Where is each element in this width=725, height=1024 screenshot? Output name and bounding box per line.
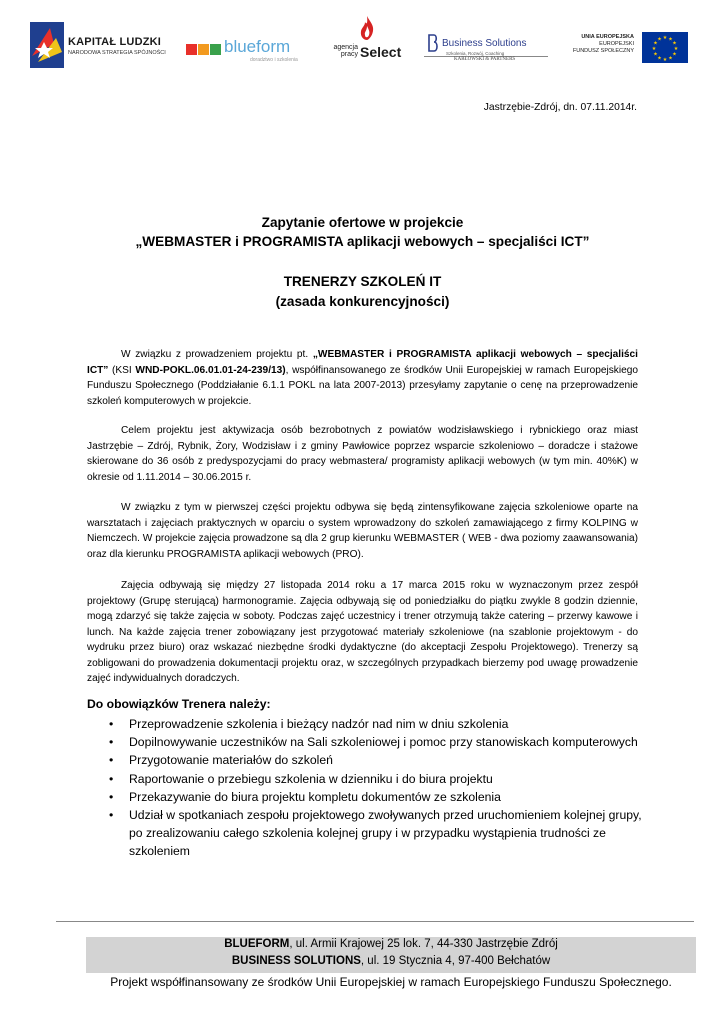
- footer-address-1: , ul. Armii Krajowej 25 lok. 7, 44-330 Jastrzębie Zdrój: [289, 938, 558, 950]
- select-name: Select: [360, 44, 402, 60]
- blueform-logo: [186, 37, 306, 70]
- footer-address-business-solutions: [86, 955, 696, 967]
- agencja-pracy-text: [330, 44, 358, 58]
- business-solutions-name: Business Solutions: [442, 38, 527, 49]
- p1-ksi-number: WND-POKL.06.01.01-24-239/13): [135, 364, 286, 376]
- bullet-icon: •: [109, 735, 114, 750]
- list-item: • Udział w spotkaniach zespołu projektowego zwoływanych przed uruchomieniem kolejnej grupy, po zrealizowaniu całego szkolenia kolejnej grupy i w przypadku wystąpienia trudności ze szkoleniem: [109, 808, 642, 859]
- svg-text:★: ★: [673, 46, 679, 52]
- kapital-ludzki-logo: [30, 22, 170, 70]
- p3-text: W związku z tym w pierwszej części projektu odbywa się będą zintensyfikowane zajęcia szkoleniowe oparte na warsztatach i zajęciach praktycznych w oparciu o system wprowadzony do szkoleń zamawiającego z firmy KOLPING w Niemczech. W projekcie zajęcia prowadzone są dla 2 grup kierunku WEBMASTER ( WEB - dwa poziomy zaawansowania) oraz dla kierunku PROGRAMISTA aplikacji webowych (PRO).: [87, 502, 638, 560]
- subtitle-line-2: (zasada konkurencyjności): [275, 294, 450, 309]
- blueform-squares-icon: [186, 44, 222, 56]
- paragraph-schedule: [87, 578, 638, 687]
- bullet-icon: •: [109, 771, 114, 786]
- svg-text:★: ★: [651, 46, 657, 52]
- p2-text: Celem projektu jest aktywizacja osób bezrobotnych z powiatów wodzisławskiego i rybnickiego oraz miast Jastrzębie – Zdrój, Rybnik, Żory, Wodzisław i z gminy Pawłowice poprzez wsparcie szkoleniowo – doradcze i stażowe skierowane do 36 osób z predyspozycjami do pracy webmastera/ programisty aplikacji webowych (w tym min. 40%K) w okresie od 1.11.2014 – 30.06.2015 r.: [87, 425, 638, 483]
- svg-text:★: ★: [672, 51, 677, 58]
- business-solutions-partners: KARŁOWSKI & PARTNERS: [454, 57, 516, 62]
- svg-text:★: ★: [662, 35, 668, 41]
- bullet-icon: •: [109, 753, 114, 768]
- flame-icon: [360, 16, 374, 40]
- p1-text-a: W związku z prowadzeniem projektu pt.: [121, 349, 313, 360]
- svg-text:★: ★: [657, 36, 662, 43]
- title-line-2: „WEBMASTER i PROGRAMISTA aplikacji webowych – specjaliści ICT”: [135, 234, 590, 249]
- duties-list: [87, 715, 647, 861]
- business-solutions-logo: [424, 34, 548, 66]
- paragraph-training: [87, 500, 638, 562]
- bullet-icon: •: [109, 789, 114, 804]
- kapital-ludzki-subtitle: NARODOWA STRATEGIA SPÓJNOŚCI: [68, 50, 166, 56]
- kapital-ludzki-title: KAPITAŁ LUDZKI: [68, 36, 162, 48]
- svg-text:★: ★: [668, 55, 673, 62]
- paragraph-intro: [87, 347, 638, 409]
- p1-text-e: , współfinansowanego ze środków Unii Europejskiej w ramach Europejskiego Funduszu Społecznego (Poddziałanie 6.1.1 POKL na lata 2007-2013) przesyłamy zapytanie o cenę na przeprowadzenie szkoleń komputerowych w projekcie.: [87, 364, 638, 407]
- bullet-icon: •: [109, 808, 114, 823]
- agencja-pracy-select-logo: [330, 16, 406, 66]
- footer-address-2: , ul. 19 Stycznia 4, 97-400 Bełchatów: [360, 955, 551, 967]
- business-solutions-tagline: Szkolenia, Rozwój, Coaching: [446, 51, 505, 56]
- title-line-1: Zapytanie ofertowe w projekcie: [261, 215, 464, 230]
- list-item: • Przekazywanie do biura projektu kompletu dokumentów ze szkolenia: [87, 788, 647, 806]
- agencja-text: agencja: [333, 44, 358, 51]
- subtitle-line-1: TRENERZY SZKOLEŃ IT: [283, 274, 442, 289]
- eu-line2: EUROPEJSKI: [599, 41, 634, 47]
- svg-text:★: ★: [668, 36, 673, 43]
- svg-text:★: ★: [672, 40, 677, 47]
- paragraph-goal: [87, 423, 638, 485]
- pracy-text: pracy: [340, 51, 358, 58]
- document-title: [60, 213, 665, 251]
- eu-text: [570, 34, 634, 55]
- p1-text-c: (KSI: [108, 364, 136, 376]
- eu-line3: FUNDUSZ SPOŁECZNY: [572, 48, 634, 54]
- list-item: • Przeprowadzenie szkolenia i bieżący nadzór nad nim w dniu szkolenia: [87, 715, 647, 733]
- svg-text:★: ★: [653, 51, 658, 58]
- eu-logo: [570, 34, 688, 66]
- list-item: • Dopilnowywanie uczestników na Sali szkoleniowej i pomoc przy stanowiskach komputerowych: [87, 733, 647, 751]
- footer-company-2: BUSINESS SOLUTIONS: [231, 955, 361, 967]
- logo-header: [0, 0, 725, 80]
- svg-text:★: ★: [657, 55, 662, 62]
- footer-address-blueform: [86, 938, 696, 950]
- footer-cofinancing-note: Projekt współfinansowany ze środków Unii Europejskiej w ramach Europejskiego Funduszu Społecznego.: [110, 975, 672, 989]
- svg-text:★: ★: [662, 57, 668, 63]
- list-item: • Przygotowanie materiałów do szkoleń: [87, 751, 647, 769]
- eu-line1: UNIA EUROPEJSKA: [581, 34, 634, 40]
- footer-divider: [56, 921, 694, 922]
- footer-company-1: BLUEFORM: [224, 938, 290, 950]
- document-subtitle: [60, 272, 665, 312]
- p1-project-name: „WEBMASTER i PROGRAMISTA aplikacji webowych – specjaliści ICT”: [87, 349, 638, 376]
- document-date: Jastrzębie-Zdrój, dn. 07.11.2014r.: [483, 102, 637, 113]
- blueform-subtitle: doradztwo i szkolenia: [250, 57, 298, 63]
- p4-text: Zajęcia odbywają się między 27 listopada 2014 roku a 17 marca 2015 roku w wyznaczonym przez zespół projektowy (Grupę sterującą) harmonogramie. Zajęcia odbywają się od poniedziałku do piątku zwykle 8 godzin dziennie, mogą zdarzyć się także zajęcia w soboty. Podczas zajęć uczestnicy i trener otrzymują także catering – przerwy kawowe i lunch. Na każde zajęcia trener zobowiązany jest przygotować materiały szkoleniowe (na szablonie projektowym - do wydruku przez biuro) oraz wskazać niezbędne środki dydaktyczne (do akceptacji Zespołu Projektowego). Trenerzy są zobligowani do prowadzenia dokumentacji projektu oraz, w szczególnych przypadkach bierzemy pod uwagę prowadzenie zajęć indywidualnych doradczych.: [87, 580, 638, 684]
- eu-flag-icon: [642, 32, 688, 63]
- blueform-name: blueform: [224, 37, 291, 56]
- svg-text:★: ★: [653, 40, 658, 47]
- list-item: • Raportowanie o przebiegu szkolenia w dzienniku i do biura projektu: [87, 770, 647, 788]
- kapital-ludzki-emblem-icon: [30, 22, 64, 68]
- duties-heading: Do obowiązków Trenera należy:: [87, 697, 271, 711]
- business-solutions-b-icon: [428, 34, 438, 52]
- bullet-icon: •: [109, 717, 114, 731]
